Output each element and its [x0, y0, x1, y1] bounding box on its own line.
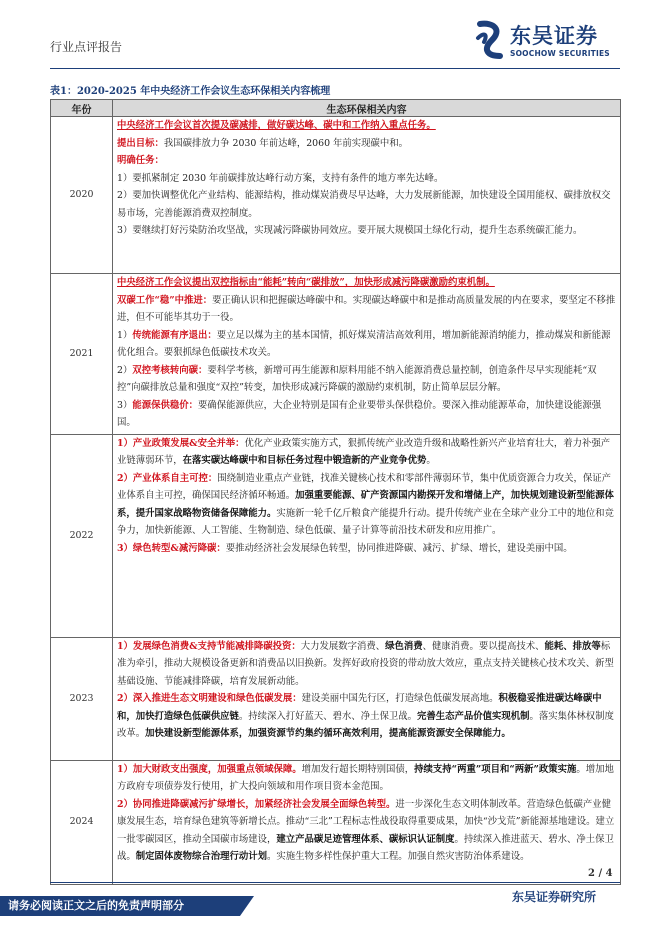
text-segment: 大力发展数字消费、	[300, 640, 386, 652]
text-segment: 积极稳妥推进碳达峰碳中和，加快打造绿色低碳供应链	[117, 693, 602, 722]
text-segment: 双碳工作“稳”中推进：	[117, 294, 213, 306]
text-segment: 。增加地方政府专项债券发行使用，扩大投向领域和用作项目资本金范围。	[117, 763, 614, 792]
row-content	[113, 760, 621, 884]
text-segment: 标准为牵引，推动大规模设备更新和消费品以旧换新。发挥好政府投资的带动放大效应，重点支持关键核心技术攻关、新型基础设施、节能减排降碳，培育发展新动能。	[117, 640, 614, 687]
text-segment: 加快建设新型能源体系，加强资源节约集约循环高效利用，提高能源资源安全保障能力。	[145, 728, 511, 739]
content-paragraph	[117, 170, 616, 188]
text-segment: 3）	[117, 399, 133, 411]
footer-divider	[50, 882, 620, 883]
logo-text-en: SOOCHOW SECURITIES	[510, 49, 610, 58]
page-number: 2 / 4	[588, 868, 613, 879]
text-segment: 优化产业政策实施方式，狠抓传统产业改造升级和战略性新兴产业培育壮大，着力补强产业链薄弱环节，	[117, 437, 611, 466]
text-segment: 2）深入推进生态文明建设和绿色低碳发展：	[117, 693, 302, 704]
table-header-row	[51, 100, 621, 117]
text-segment: 3）要继续打好污染防治攻坚战，实现减污降碳协同效应。要开展大规模国土绿化行动，提升生态系统碳汇能力。	[117, 225, 583, 236]
table-row	[51, 117, 621, 274]
text-segment: 建设美丽中国先行区，打造绿色低碳发展高地。	[301, 693, 499, 704]
text-segment: 。落实集体林权制度改革。	[117, 710, 614, 739]
content-paragraph	[117, 117, 616, 135]
text-segment: 制定固体废物综合治理行动计划	[135, 851, 268, 862]
text-segment: 。实施生物多样性保护重大工程。加强自然灾害防治体系建设。	[267, 851, 530, 862]
content-paragraph	[117, 135, 616, 153]
text-segment: 、健康消费。要以提高技术、	[422, 640, 545, 652]
text-segment: 1）要抓紧制定 2030 年前碳排放达峰行动方案，支持有条件的地方率先达峰。	[117, 172, 444, 184]
row-year: 2024	[51, 760, 113, 884]
disclaimer-banner-tail	[240, 896, 254, 916]
text-segment: 提出目标：	[117, 137, 164, 149]
col-header-year: 年份	[51, 100, 113, 117]
table-row	[51, 637, 621, 760]
content-paragraph	[117, 638, 616, 691]
text-segment: 2）要加快调整优化产业结构、能源结构，推动煤炭消费尽早达峰，大力发展新能源，加快建设全国用能权、碳排放权交易市场，完善能源消费双控制度。	[117, 190, 611, 219]
text-segment: 中央经济工作会议首次提及碳减排，做好碳达峰、碳中和工作纳入重点任务。	[117, 120, 436, 131]
content-paragraph	[117, 152, 616, 170]
text-segment: 完善生态产品价值实现机制	[417, 710, 530, 722]
text-segment: 2）产业体系自主可控：	[117, 472, 218, 484]
col-header-content: 生态环保相关内容	[113, 100, 621, 117]
text-segment: 。	[426, 455, 436, 466]
text-segment: 。持续深入打好蓝天、碧水、净土保卫战。	[238, 710, 418, 722]
text-segment: 1）加大财政支出强度，加强重点领域保障。	[117, 763, 302, 775]
text-segment: 在落实碳达峰碳中和目标任务过程中锻造新的产业竞争优势	[182, 455, 427, 466]
text-segment: 双控考核转向碳：	[132, 364, 208, 376]
text-segment: 2）	[117, 364, 133, 376]
row-content	[113, 117, 621, 274]
text-segment: 要确保能源供应，大企业特别是国有企业要带头保供稳价。要深入推动能源革命，加快建设能源强国。	[117, 399, 602, 428]
company-logo	[474, 18, 624, 66]
text-segment: 中央经济工作会议提出双控指标由“能耗”转向“碳排放”，加快形成减污降碳激励约束机制。	[117, 277, 495, 288]
disclaimer-banner	[0, 896, 240, 916]
content-paragraph	[117, 435, 616, 470]
research-institute: 东吴证券研究所	[512, 890, 597, 904]
header-divider	[50, 68, 620, 69]
row-year: 2023	[51, 637, 113, 760]
content-paragraph	[117, 187, 616, 222]
row-content	[113, 637, 621, 760]
row-year: 2022	[51, 434, 113, 637]
table-body	[51, 117, 621, 885]
row-year: 2020	[51, 117, 113, 274]
content-paragraph	[117, 690, 616, 743]
text-segment: 持续支持“两重”项目和“两新”政策实施	[414, 763, 577, 775]
table-row	[51, 760, 621, 884]
text-segment: 增加发行超长期特别国债，	[301, 763, 415, 775]
text-segment: 能耗、排放等	[544, 640, 601, 652]
content-paragraph	[117, 540, 616, 558]
content-paragraph	[117, 761, 616, 796]
text-segment: 1）产业政策发展&安全并举：	[117, 437, 245, 449]
row-year: 2021	[51, 274, 113, 435]
text-segment: 进一步深化生态文明体制改革。营造绿色低碳产业健康发展生态，培育绿色建筑等新增长点。推动“三北”工程标志性战役取得重要成果，加快“沙戈荒”新能源基地建设。建立一批零碳园区，推动全国碳市场建设，	[117, 798, 615, 845]
text-segment: 能源保供稳价：	[132, 399, 198, 411]
report-type: 行业点评报告	[50, 40, 123, 54]
text-segment: 1）发展绿色消费&支持节能减排降碳投资：	[117, 640, 301, 652]
content-paragraph	[117, 327, 616, 362]
content-paragraph	[117, 397, 616, 432]
content-paragraph	[117, 222, 616, 240]
row-content	[113, 434, 621, 637]
text-segment: 加强重要能源、矿产资源国内勘探开发和增储上产，加快规划建设新型能源体系，提升国家战略物资储备保障能力。	[117, 490, 614, 519]
policy-table	[50, 99, 621, 885]
table-title: 表1：2020-2025 年中央经济工作会议生态环保相关内容梳理	[50, 86, 331, 97]
text-segment: 围绕制造业重点产业链，找准关键核心技术和零部件薄弱环节，集中优质资源合力攻关，保证产业体系自主可控，确保国民经济循环畅通。	[117, 472, 612, 501]
disclaimer-text: 请务必阅读正文之后的免责声明部分	[8, 899, 184, 912]
text-segment: 2）协同推进降碳减污扩绿增长，加紧经济社会发展全面绿色转型。	[117, 798, 396, 810]
logo-mark-icon	[474, 20, 506, 60]
text-segment: 1）	[117, 329, 133, 341]
text-segment: 建立产品碳足迹管理体系、碳标识认证制度	[276, 833, 455, 845]
text-segment: 要科学考核，新增可再生能源和原料用能不纳入能源消费总量控制，创造条件尽早实现能耗“双控”向碳排放总量和强度“双控”转变，加快形成减污降碳的激励约束机制，防止简单层层分解。	[117, 364, 597, 393]
text-segment: 我国碳排放力争 2030 年前达峰，2060 年前实现碳中和。	[163, 137, 409, 149]
content-paragraph	[117, 362, 616, 397]
row-content	[113, 274, 621, 435]
table-row	[51, 434, 621, 637]
text-segment: 要立足以煤为主的基本国情，抓好煤炭清洁高效利用，增加新能源消纳能力，推动煤炭和新能源优化组合。要狠抓绿色低碳技术攻关。	[117, 329, 611, 358]
content-paragraph	[117, 274, 616, 292]
logo-text-cn: 东吴证券	[510, 24, 598, 48]
text-segment: 实施新一轮千亿斤粮食产能提升行动。提升传统产业在全球产业分工中的地位和竞争力，加快新能源、人工智能、生物制造、绿色低碳、量子计算等前沿技术研发和应用推广。	[117, 507, 614, 536]
text-segment: 绿色消费	[385, 640, 423, 652]
content-paragraph	[117, 470, 616, 540]
text-segment: 3）绿色转型&减污降碳：	[117, 542, 226, 554]
text-segment: 传统能源有序退出：	[132, 329, 217, 341]
table-row	[51, 274, 621, 435]
content-paragraph	[117, 796, 616, 866]
content-paragraph	[117, 292, 616, 327]
text-segment: 明确任务：	[117, 155, 164, 166]
text-segment: 要推动经济社会发展绿色转型，协同推进降碳、减污、扩绿、增长，建设美丽中国。	[225, 542, 573, 554]
text-segment: 。持续深入推进蓝天、碧水、净土保卫战。	[117, 833, 614, 862]
text-segment: 要正确认识和把握碳达峰碳中和。实现碳达峰碳中和是推动高质量发展的内在要求，要坚定不移推进，但不可能毕其功于一役。	[117, 294, 616, 323]
